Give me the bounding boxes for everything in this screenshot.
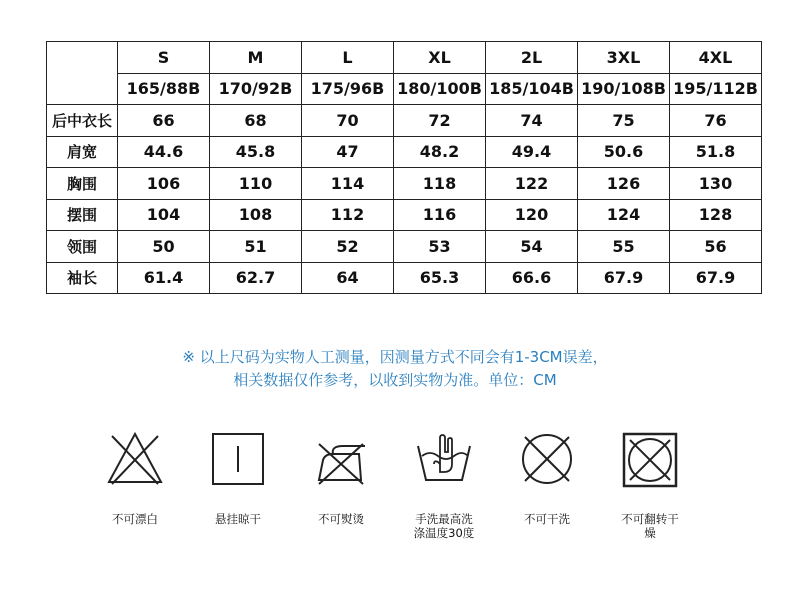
- table-cell: 124: [578, 199, 670, 231]
- size-header: 2L: [486, 42, 578, 74]
- table-row: [47, 105, 762, 137]
- size-header: 3XL: [578, 42, 670, 74]
- spec-header: 170/92B: [210, 73, 302, 105]
- hang-dry-icon: [208, 430, 268, 488]
- table-cell: 67.9: [670, 262, 762, 294]
- care-item-hang-dry: [183, 430, 293, 526]
- table-cell: 130: [670, 168, 762, 200]
- table-cell: 54: [486, 231, 578, 263]
- table-cell: 76: [670, 105, 762, 137]
- table-cell: 68: [210, 105, 302, 137]
- table-cell: 44.6: [118, 136, 210, 168]
- spec-header: 190/108B: [578, 73, 670, 105]
- table-cell: 56: [670, 231, 762, 263]
- table-row: [47, 231, 762, 263]
- table-cell: 70: [302, 105, 394, 137]
- table-cell: 126: [578, 168, 670, 200]
- table-cell: 74: [486, 105, 578, 137]
- size-chart-table: [46, 41, 762, 294]
- care-item-hand-wash: [389, 430, 499, 540]
- size-header: L: [302, 42, 394, 74]
- table-cell: 48.2: [394, 136, 486, 168]
- table-cell: 49.4: [486, 136, 578, 168]
- table-row: [47, 262, 762, 294]
- no-tumble-dry-icon: [620, 430, 680, 488]
- table-cell: 65.3: [394, 262, 486, 294]
- no-iron-icon: [311, 430, 371, 488]
- table-cell: 64: [302, 262, 394, 294]
- measurement-note-line1: ※ 以上尺码为实物人工测量，因测量方式不同会有1-3CM误差，: [182, 348, 608, 366]
- table-cell: 50: [118, 231, 210, 263]
- table-row: [47, 199, 762, 231]
- row-label: 领围: [47, 231, 118, 263]
- table-cell: 62.7: [210, 262, 302, 294]
- table-cell: 118: [394, 168, 486, 200]
- table-cell: 75: [578, 105, 670, 137]
- size-header: XL: [394, 42, 486, 74]
- row-label: 袖长: [47, 262, 118, 294]
- care-label: 手洗最高洗涤温度30度: [413, 512, 475, 540]
- table-cell: 104: [118, 199, 210, 231]
- size-header: M: [210, 42, 302, 74]
- table-cell: 106: [118, 168, 210, 200]
- table-cell: 61.4: [118, 262, 210, 294]
- table-cell: 55: [578, 231, 670, 263]
- size-header-row: [47, 42, 762, 74]
- table-cell: 66.6: [486, 262, 578, 294]
- table-cell: 122: [486, 168, 578, 200]
- spec-header: 165/88B: [118, 73, 210, 105]
- table-cell: 116: [394, 199, 486, 231]
- table-cell: 53: [394, 231, 486, 263]
- row-label: 肩宽: [47, 136, 118, 168]
- corner-cell: [47, 42, 118, 105]
- table-cell: 114: [302, 168, 394, 200]
- care-item-no-iron: [286, 430, 396, 526]
- table-cell: 108: [210, 199, 302, 231]
- care-label: 不可漂白: [112, 512, 158, 526]
- size-header: S: [118, 42, 210, 74]
- spec-header: 175/96B: [302, 73, 394, 105]
- table-cell: 72: [394, 105, 486, 137]
- table-cell: 50.6: [578, 136, 670, 168]
- care-item-no-bleach: [80, 430, 190, 526]
- table-cell: 51: [210, 231, 302, 263]
- measurement-note-line2: 相关数据仅作参考，以收到实物为准。单位：CM: [233, 371, 557, 389]
- table-cell: 120: [486, 199, 578, 231]
- spec-header: 180/100B: [394, 73, 486, 105]
- hand-wash-icon: [414, 430, 474, 488]
- table-cell: 112: [302, 199, 394, 231]
- table-cell: 67.9: [578, 262, 670, 294]
- spec-header-row: [47, 73, 762, 105]
- care-label: 不可干洗: [524, 512, 570, 526]
- table-cell: 47: [302, 136, 394, 168]
- no-dry-clean-icon: [517, 430, 577, 488]
- table-cell: 45.8: [210, 136, 302, 168]
- care-label: 不可翻转干燥: [621, 512, 679, 540]
- table-cell: 52: [302, 231, 394, 263]
- size-header: 4XL: [670, 42, 762, 74]
- table-cell: 66: [118, 105, 210, 137]
- table-row: [47, 168, 762, 200]
- care-label: 悬挂晾干: [215, 512, 261, 526]
- table-row: [47, 136, 762, 168]
- table-cell: 110: [210, 168, 302, 200]
- spec-header: 195/112B: [670, 73, 762, 105]
- row-label: 后中衣长: [47, 105, 118, 137]
- care-item-no-tumble-dry: [595, 430, 705, 540]
- care-label: 不可熨烫: [318, 512, 364, 526]
- care-item-no-dry-clean: [492, 430, 602, 526]
- spec-header: 185/104B: [486, 73, 578, 105]
- row-label: 摆围: [47, 199, 118, 231]
- no-bleach-icon: [105, 430, 165, 488]
- table-cell: 128: [670, 199, 762, 231]
- row-label: 胸围: [47, 168, 118, 200]
- table-cell: 51.8: [670, 136, 762, 168]
